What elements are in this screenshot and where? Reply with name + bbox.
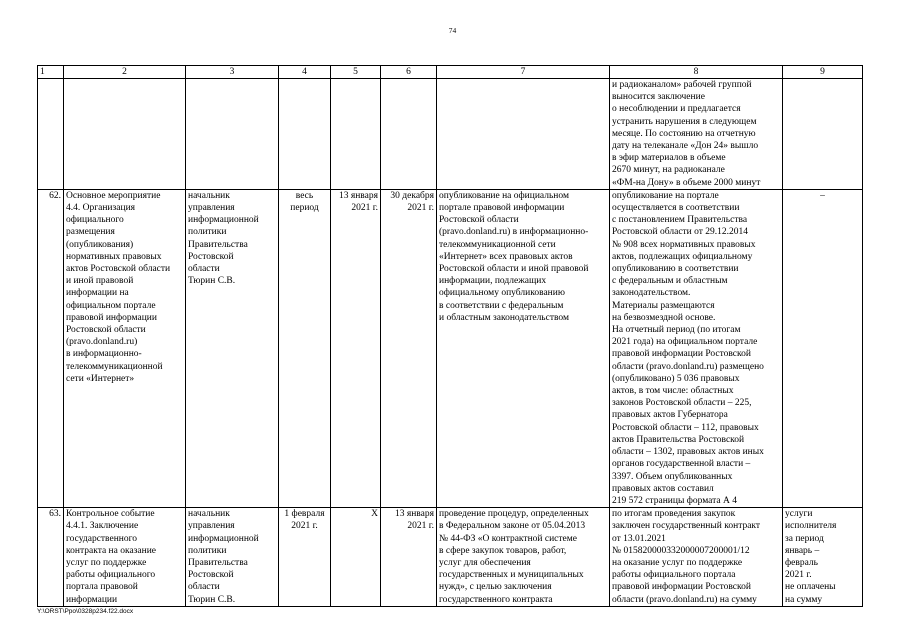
cell-text-line: правовых актов Губернатора (612, 410, 728, 421)
cell-text-line: не оплачены (785, 582, 836, 593)
cell-text-line: Материалы размещаются (612, 300, 715, 311)
cell-text-line: Тюрин С.В. (188, 594, 236, 605)
cell-text-line: Ростовской области – 112, правовых (612, 422, 759, 433)
cell-text-line: политики (188, 227, 227, 238)
start-date-cell (331, 508, 381, 607)
page-number: 74 (448, 26, 457, 35)
cell-text-line: правовой информации (66, 312, 157, 323)
cell-text-line: актов, подлежащих официальному (612, 251, 753, 262)
responsible-cell (186, 508, 279, 607)
note-cell (783, 189, 863, 507)
cell-text-line: государственных и муниципальных (439, 570, 584, 581)
cell-text-line: 3397. Объем опубликованных (612, 471, 733, 482)
cell-text-line: официальном портале (66, 300, 156, 311)
cell-text-line: устранить нарушения в следующем (612, 116, 757, 127)
cell-text-line: осуществляется в соответствии (612, 203, 740, 214)
deadline-plan-cell (279, 79, 331, 190)
cell-text-line: начальник (188, 509, 230, 520)
cell-text-line: работы официального (66, 570, 156, 581)
cell-text-line: законов Ростовской области – 225, (612, 398, 752, 409)
cell-text-line: Ростовской области от 29.12.2014 (612, 227, 749, 238)
cell-text-line: информации (66, 594, 118, 605)
cell-text-line: органов государственной власти – (612, 459, 751, 470)
cell-text-line: с федеральным и областным (612, 276, 728, 287)
cell-text-line: 2021 г. (291, 521, 318, 532)
cell-text-line: Ростовской (188, 570, 234, 581)
cell-text-line: месяце. По состоянию на отчетную (612, 128, 756, 139)
cell-text-line: с постановлением Правительства (612, 215, 748, 226)
cell-text-line: актов Ростовской области (66, 264, 171, 275)
cell-text-line: по итогам проведения закупок (612, 509, 736, 520)
cell-text-line: за период (785, 533, 824, 544)
cell-text-line: управления (188, 521, 235, 532)
cell-text-line: 4.4. Организация (66, 203, 136, 214)
column-header: 4 (279, 66, 331, 79)
cell-text-line: На отчетный период (по итогам (612, 325, 741, 336)
cell-text-line: в соответствии с федеральным (439, 300, 564, 311)
cell-text-line: проведение процедур, определенных (439, 509, 589, 520)
cell-text-line: 13 января (338, 190, 378, 201)
expected-result-cell (437, 189, 610, 507)
cell-text-line: официальному опубликованию (439, 288, 565, 299)
cell-text-line: размещения (66, 227, 115, 238)
cell-text-line: услуг по поддержке (66, 557, 147, 568)
cell-text-line: Ростовской области (439, 215, 519, 226)
cell-text-line: правовой информации Ростовской (612, 349, 751, 360)
activity-name-cell (64, 79, 186, 190)
cell-text-line: государственного (66, 533, 138, 544)
cell-text-line: актов Правительства Ростовской (612, 434, 745, 445)
cell-text-line: опубликование на портале (612, 190, 719, 201)
cell-text-line: правовой информации Ростовской (612, 582, 751, 593)
cell-text-line: опубликованию в соответствии (612, 264, 739, 275)
cell-text-line: Ростовской области (66, 325, 146, 336)
expected-result-cell (437, 79, 610, 190)
deadline-plan-cell (279, 508, 331, 607)
column-header: 2 (64, 66, 186, 79)
cell-text-line: политики (188, 545, 227, 556)
end-date-cell (381, 508, 437, 607)
cell-text-line: (опубликования) (66, 239, 134, 250)
cell-text-line: весь (295, 190, 314, 201)
table-row (38, 189, 863, 507)
cell-text-line: январь – (785, 545, 820, 556)
cell-text-line: Основное мероприятие (66, 190, 161, 201)
end-date-cell (381, 79, 437, 190)
cell-text-line: «Интернет» всех правовых актов (439, 251, 573, 262)
cell-text-line: заключен государственный контракт (612, 521, 761, 532)
cell-text-line: «ФМ-на Дону» в объеме 2000 минут (612, 177, 761, 188)
responsible-cell (186, 189, 279, 507)
cell-text-line: 13 января (394, 509, 434, 520)
cell-text-line: 2021 г. (351, 203, 378, 214)
cell-text-line: № 44-ФЗ «О контрактной системе (439, 533, 577, 544)
cell-text-line: портала правовой (66, 582, 138, 593)
note-cell (783, 79, 863, 190)
cell-text-line: 2021 года) на официальном портале (612, 337, 758, 348)
cell-text-line: официального (66, 215, 124, 226)
cell-text-line: телекоммуникационной (66, 361, 163, 372)
cell-text-line: 62. (49, 190, 61, 201)
cell-text-line: 63. (49, 509, 61, 520)
row-number-cell (38, 79, 64, 190)
cell-text-line: и иной правовой (66, 276, 134, 287)
cell-text-line: области (pravo.donland.ru) на сумму (612, 594, 757, 605)
expected-result-cell (437, 508, 610, 607)
cell-text-line: Ростовской (188, 251, 234, 262)
cell-text-line: законодательством. (612, 288, 691, 299)
cell-text-line: начальник (188, 190, 230, 201)
column-header: 1 (38, 66, 64, 79)
cell-text-line: Ростовской области и иной правовой (439, 264, 589, 275)
actual-result-cell (610, 189, 783, 507)
cell-text-line: 30 декабря (390, 190, 434, 201)
column-header: 3 (186, 66, 279, 79)
cell-text-line: 2670 минут, на радиоканале (612, 165, 725, 176)
column-number-row (38, 66, 863, 79)
actual-result-cell (610, 508, 783, 607)
cell-text-line: работы официального портала (612, 570, 736, 581)
cell-text-line: 2021 г. (785, 570, 812, 581)
table-row (38, 79, 863, 190)
column-header: 9 (783, 66, 863, 79)
cell-text-line: контракта на оказание (66, 545, 157, 556)
cell-text-line: Контрольное событие (66, 509, 155, 520)
cell-text-line: исполнителя (785, 521, 837, 532)
cell-text-line: в эфир материалов в объеме (612, 153, 726, 164)
cell-text-line: нужд», с целью заключения (439, 582, 552, 593)
cell-text-line: в сфере закупок товаров, работ, (439, 545, 567, 556)
cell-text-line: Правительства (188, 239, 248, 250)
end-date-cell (381, 189, 437, 507)
column-header: 8 (610, 66, 783, 79)
cell-text-line: 1 февраля (284, 509, 325, 520)
deadline-plan-cell (279, 189, 331, 507)
row-number-cell (38, 508, 64, 607)
cell-text-line: информации на (66, 288, 129, 299)
cell-text-line: и областным законодательством (439, 312, 570, 323)
cell-text-line: информационной (188, 533, 259, 544)
cell-text-line: на безвозмездной основе. (612, 312, 716, 323)
cell-text-line: 219 572 страницы формата А 4 (612, 495, 737, 506)
cell-text-line: (опубликовано) 5 036 правовых (612, 373, 740, 384)
cell-text-line: услуг для обеспечения (439, 557, 531, 568)
file-path: Y:\ORST\Ppo\0328p234.f22.docx (37, 608, 134, 615)
cell-text-line: Тюрин С.В. (188, 276, 236, 287)
cell-text-line: опубликование на официальном (439, 190, 569, 201)
cell-text-line: № 015820000332000007200001/12 (612, 545, 750, 556)
cell-text-line: (pravo.donland.ru) (66, 337, 138, 348)
cell-text-line: № 908 всех нормативных правовых (612, 239, 756, 250)
cell-text-line: на сумму (785, 594, 823, 605)
cell-text-line: нормативных правовых (66, 251, 162, 262)
cell-text-line: области (188, 582, 220, 593)
cell-text-line: управления (188, 203, 235, 214)
cell-text-line: области – 1302, правовых актов иных (612, 447, 764, 458)
cell-text-line: области (pravo.donland.ru) размещено (612, 361, 764, 372)
cell-text-line: и радиоканалом» рабочей группой (612, 80, 752, 90)
cell-text-line: в Федеральном законе от 05.04.2013 (439, 521, 586, 532)
table-row (38, 508, 863, 607)
actual-result-cell (610, 79, 783, 190)
cell-text-line: 4.4.1. Заключение (66, 521, 139, 532)
row-number-cell (38, 189, 64, 507)
activity-name-cell (64, 508, 186, 607)
column-header: 5 (331, 66, 381, 79)
cell-text-line: информации, подлежащих (439, 276, 547, 287)
cell-text-line: информационной (188, 215, 259, 226)
cell-text-line: сети «Интернет» (66, 373, 135, 384)
activity-name-cell (64, 189, 186, 507)
start-date-cell (331, 79, 381, 190)
note-cell (783, 508, 863, 607)
cell-text-line: правовых актов составил (612, 483, 714, 494)
column-header: 7 (437, 66, 610, 79)
cell-text-line: Правительства (188, 557, 248, 568)
cell-text-line: 2021 г. (407, 203, 434, 214)
cell-text-line: от 13.01.2021 (612, 533, 666, 544)
cell-text-line: о несоблюдении и предлагается (612, 104, 741, 115)
cell-text-line: дату на телеканале «Дон 24» вышло (612, 141, 759, 152)
cell-text-line: X (371, 509, 378, 520)
report-table (37, 65, 863, 607)
cell-text-line: государственного контракта (439, 594, 553, 605)
cell-text-line: выносится заключение (612, 92, 705, 103)
cell-text-line: в информационно- (66, 349, 142, 360)
cell-text-line: портале правовой информации (439, 203, 565, 214)
cell-text-line: услуги (785, 509, 813, 520)
cell-text-line: на оказание услуг по поддержке (612, 557, 743, 568)
cell-text-line: телекоммуникационной сети (439, 239, 556, 250)
cell-text-line: области (188, 264, 220, 275)
responsible-cell (186, 79, 279, 190)
cell-text-line: 2021 г. (407, 521, 434, 532)
cell-text-line: актов, в том числе: областных (612, 386, 734, 397)
cell-text-line: период (290, 203, 319, 214)
cell-text-line: – (820, 190, 825, 201)
column-header: 6 (381, 66, 437, 79)
start-date-cell (331, 189, 381, 507)
cell-text-line: февраль (785, 557, 818, 568)
cell-text-line: (pravo.donland.ru) в информационно- (439, 227, 589, 238)
